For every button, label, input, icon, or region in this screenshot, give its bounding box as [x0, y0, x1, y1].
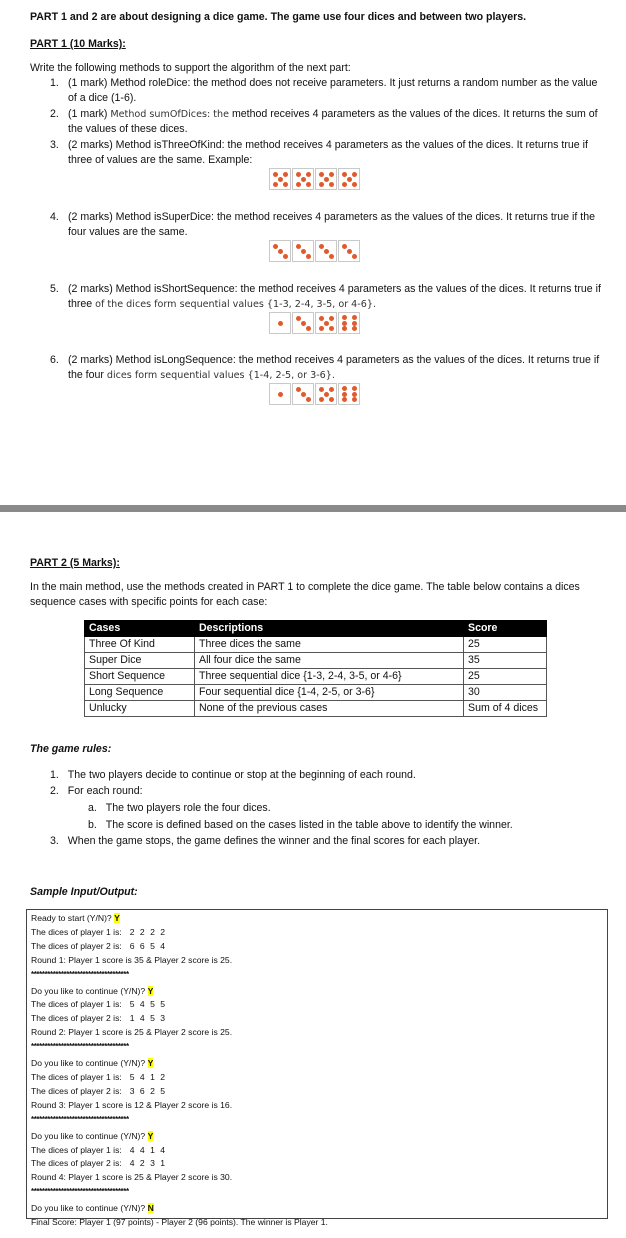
pip-dot: [329, 172, 334, 177]
console-line: Final Score: Player 1 (97 points) - Player 2 (96 points). The winner is Player 1.: [31, 1217, 328, 1228]
die-face-6: [338, 312, 360, 334]
pip-dot: [342, 244, 347, 249]
pip-dot: [352, 315, 357, 320]
table-row: [85, 653, 547, 669]
console-line: The dices of player 1 is: 5 4 5 5: [31, 999, 167, 1010]
die-face-3: [292, 383, 314, 405]
console-line: Round 2: Player 1 score is 25 & Player 2 score is 25.: [31, 1027, 233, 1038]
dice-example-three-of-kind: [269, 168, 360, 190]
pip-dot: [347, 249, 352, 254]
table-cell: Long Sequence: [85, 685, 195, 701]
pip-dot: [319, 182, 324, 187]
pip-dot: [273, 244, 278, 249]
list-item: 3. When the game stops, the game defines the winner and the final scores for each player.: [50, 835, 481, 847]
table-cell: Four sequential dice {1-4, 2-5, or 3-6}: [195, 685, 464, 701]
console-line: Round 1: Player 1 score is 35 & Player 2 score is 25.: [31, 954, 233, 965]
pip-dot: [319, 244, 324, 249]
pip-dot: [301, 392, 306, 397]
pip-dot: [301, 177, 306, 182]
list-item: 1. (1 mark) Method roleDice: the method does not receive parameters. It just returns a random number as the value of a dice (1-6).: [50, 77, 598, 104]
die-face-3: [338, 240, 360, 262]
pip-dot: [329, 182, 334, 187]
dice-example-super-dice: [269, 240, 360, 262]
console-line: The dices of player 2 is: 3 6 2 5: [31, 1085, 167, 1096]
pip-dot: [296, 387, 301, 392]
pip-dot: [306, 182, 311, 187]
pip-dot: [278, 321, 283, 326]
part1-heading: PART 1 (10 Marks):: [30, 38, 126, 50]
section-divider: [0, 505, 626, 512]
pip-dot: [342, 326, 347, 331]
table-row: [85, 685, 547, 701]
pip-dot: [283, 182, 288, 187]
console-separator: ************************************: [31, 1114, 129, 1124]
console-line: Round 3: Player 1 score is 12 & Player 2 score is 16.: [31, 1099, 233, 1110]
console-line: Do you like to continue (Y/N)? N: [31, 1203, 154, 1214]
table-cell: None of the previous cases: [195, 701, 464, 717]
pip-dot: [296, 172, 301, 177]
table-cell: Three sequential dice {1-3, 2-4, 3-5, or 4-6}: [195, 669, 464, 685]
pip-dot: [329, 316, 334, 321]
pip-dot: [324, 177, 329, 182]
pip-dot: [347, 177, 352, 182]
die-face-5: [315, 312, 337, 334]
pip-dot: [278, 177, 283, 182]
die-face-3: [292, 240, 314, 262]
pip-dot: [342, 392, 347, 397]
pip-dot: [352, 254, 357, 259]
pip-dot: [352, 321, 357, 326]
die-face-5: [292, 168, 314, 190]
pip-dot: [342, 182, 347, 187]
pip-dot: [301, 321, 306, 326]
pip-dot: [329, 326, 334, 331]
console-separator: ************************************: [31, 969, 129, 979]
pip-dot: [283, 254, 288, 259]
pip-dot: [342, 172, 347, 177]
table-cell: Three dices the same: [195, 637, 464, 653]
pip-dot: [342, 315, 347, 320]
pip-dot: [273, 182, 278, 187]
list-item: 4. (2 marks) Method isSuperDice: the method receives 4 parameters as the values of the dices. It returns true if the four values are the same.: [50, 211, 595, 238]
table-cell: Unlucky: [85, 701, 195, 717]
pip-dot: [319, 172, 324, 177]
die-face-6: [338, 383, 360, 405]
pip-dot: [278, 392, 283, 397]
die-face-3: [315, 240, 337, 262]
document-intro: PART 1 and 2 are about designing a dice game. The game use four dices and between two players.: [30, 11, 527, 23]
table-cell: Super Dice: [85, 653, 195, 669]
console-line: The dices of player 2 is: 6 6 5 4: [31, 940, 167, 951]
table-cell: 25: [464, 637, 547, 653]
console-line: The dices of player 2 is: 4 2 3 1: [31, 1158, 167, 1169]
pip-dot: [329, 254, 334, 259]
die-face-3: [269, 240, 291, 262]
pip-dot: [301, 249, 306, 254]
pip-dot: [352, 386, 357, 391]
die-face-5: [269, 168, 291, 190]
pip-dot: [352, 182, 357, 187]
pip-dot: [329, 387, 334, 392]
rules-heading: The game rules:: [30, 743, 112, 755]
pip-dot: [319, 387, 324, 392]
sample-io-box: [26, 909, 608, 1228]
table-cell: 25: [464, 669, 547, 685]
pip-dot: [352, 326, 357, 331]
pip-dot: [352, 172, 357, 177]
pip-dot: [342, 386, 347, 391]
list-item: 2. For each round:: [50, 785, 143, 797]
cases-table: [84, 620, 547, 717]
table-cell: Short Sequence: [85, 669, 195, 685]
die-face-3: [292, 312, 314, 334]
console-line: The dices of player 1 is: 2 2 2 2: [31, 926, 167, 937]
pip-dot: [329, 397, 334, 402]
pip-dot: [342, 321, 347, 326]
list-item: b. The score is defined based on the cases listed in the table above to identify the winner.: [88, 819, 513, 831]
die-face-5: [338, 168, 360, 190]
console-line: The dices of player 1 is: 4 4 1 4: [31, 1144, 167, 1155]
pip-dot: [296, 316, 301, 321]
pip-dot: [306, 172, 311, 177]
die-face-5: [315, 383, 337, 405]
table-cell: 35: [464, 653, 547, 669]
console-line: The dices of player 1 is: 5 4 1 2: [31, 1071, 167, 1082]
console-line: Do you like to continue (Y/N)? Y: [31, 1058, 154, 1069]
console-separator: ************************************: [31, 1187, 129, 1197]
console-line: Round 4: Player 1 score is 25 & Player 2 score is 30.: [31, 1172, 233, 1183]
list-item: a. The two players role the four dices.: [88, 802, 271, 814]
pip-dot: [319, 397, 324, 402]
table-header-score: Score: [464, 621, 547, 637]
pip-dot: [324, 321, 329, 326]
pip-dot: [352, 392, 357, 397]
table-row: [85, 637, 547, 653]
part1-instruction: Write the following methods to support the algorithm of the next part:: [30, 62, 351, 74]
list-item: 1. The two players decide to continue or stop at the beginning of each round.: [50, 769, 416, 781]
pip-dot: [306, 254, 311, 259]
console-line: Do you like to continue (Y/N)? Y: [31, 1130, 154, 1141]
pip-dot: [342, 397, 347, 402]
table-row: [85, 669, 547, 685]
pip-dot: [296, 244, 301, 249]
pip-dot: [319, 326, 324, 331]
die-face-1: [269, 383, 291, 405]
die-face-1: [269, 312, 291, 334]
table-header-cases: Cases: [85, 621, 195, 637]
console-separator: ************************************: [31, 1042, 129, 1052]
pip-dot: [273, 172, 278, 177]
dice-example-short-sequence: [269, 312, 360, 334]
console-line: The dices of player 2 is: 1 4 5 3: [31, 1013, 167, 1024]
pip-dot: [324, 249, 329, 254]
pip-dot: [306, 397, 311, 402]
list-item: 3. (2 marks) Method isThreeOfKind: the method receives 4 parameters as the values of the dices. It returns true if three of values are the same. Example:: [50, 139, 588, 166]
dice-example-long-sequence: [269, 383, 360, 405]
part2-intro: In the main method, use the methods created in PART 1 to complete the dice game. The table below contains a dices sequence cases with specific points for each case:: [30, 581, 580, 608]
table-cell: All four dice the same: [195, 653, 464, 669]
pip-dot: [352, 397, 357, 402]
table-cell: Sum of 4 dices: [464, 701, 547, 717]
die-face-5: [315, 168, 337, 190]
pip-dot: [283, 172, 288, 177]
console-line: Ready to start (Y/N)? Y: [31, 913, 120, 923]
pip-dot: [319, 316, 324, 321]
part2-heading: PART 2 (5 Marks):: [30, 557, 120, 569]
sample-heading: Sample Input/Output:: [30, 886, 138, 898]
table-header-row: [85, 621, 547, 637]
table-row: [85, 701, 547, 717]
table-header-descriptions: Descriptions: [195, 621, 464, 637]
pip-dot: [278, 249, 283, 254]
table-cell: 30: [464, 685, 547, 701]
list-item: 2. (1 mark) Method sumOfDices: the method receives 4 parameters as the values of the dices. It returns the sum of the values of these dices.: [50, 108, 598, 135]
pip-dot: [324, 392, 329, 397]
console-line: Do you like to continue (Y/N)? Y: [31, 985, 154, 996]
list-item: 6. (2 marks) Method isLongSequence: the method receives 4 parameters as the values of the dices. It returns true if the four dices form sequential values {1-4, 2-5, or 3-6}.: [50, 354, 600, 381]
table-cell: Three Of Kind: [85, 637, 195, 653]
list-item: 5. (2 marks) Method isShortSequence: the method receives 4 parameters as the values of the dices. It returns true if three of the dices form sequential values {1-3, 2-4, 3-5, or 4-6}.: [50, 283, 601, 310]
pip-dot: [296, 182, 301, 187]
pip-dot: [306, 326, 311, 331]
